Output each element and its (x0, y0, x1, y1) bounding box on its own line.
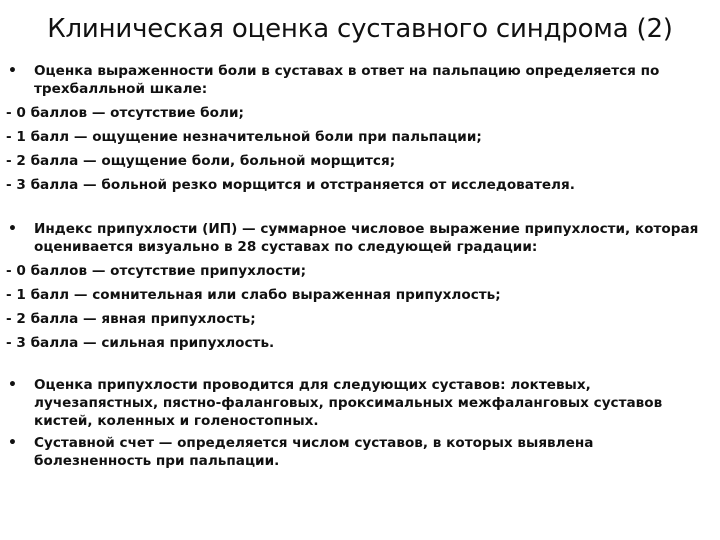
spacer (6, 194, 710, 220)
bullet-dot-icon: • (8, 435, 17, 451)
slide-content (6, 62, 710, 470)
scale-item: - 1 балл — ощущение незначительной боли при пальпации; (6, 129, 482, 145)
scale-item: - 3 балла — сильная припухлость. (6, 335, 275, 351)
bullet-text: Оценка выраженности боли в суставах в ответ на пальпацию определяется по трехбалльной шкале: (34, 63, 660, 97)
bullet-dot-icon: • (8, 221, 17, 237)
bullet-dot-icon: • (8, 377, 17, 393)
slide-title: Клиническая оценка суставного синдрома (2) (47, 14, 673, 44)
bullet-dot-icon: • (8, 63, 17, 79)
bullet-joint-count (6, 434, 710, 470)
spacer (6, 352, 710, 376)
bullet-text: Индекс припухлости (ИП) — суммарное числовое выражение припухлости, которая оценивается визуально в 28 суставах по следующей градации: (34, 221, 699, 255)
scale-item: - 3 балла — больной резко морщится и отстраняется от исследователя. (6, 177, 575, 193)
bullet-joints-list (6, 376, 710, 430)
bullet-swelling-index (6, 220, 710, 256)
bullet-text: Оценка припухлости проводится для следующих суставов: локтевых, лучезапястных, пястно-фаланговых, проксимальных межфаланговых суставов кистей, коленных и голеностопных. (34, 377, 663, 429)
bullet-pain-assessment (6, 62, 710, 98)
scale-item: - 1 балл — сомнительная или слабо выраженная припухлость; (6, 287, 501, 303)
scale-item: - 2 балла — явная припухлость; (6, 311, 256, 327)
scale-item: - 0 баллов — отсутствие боли; (6, 105, 244, 121)
scale-item: - 2 балла — ощущение боли, больной морщится; (6, 153, 396, 169)
bullet-text: Суставной счет — определяется числом суставов, в которых выявлена болезненность при пальпации. (34, 435, 594, 469)
scale-item: - 0 баллов — отсутствие припухлости; (6, 263, 307, 279)
